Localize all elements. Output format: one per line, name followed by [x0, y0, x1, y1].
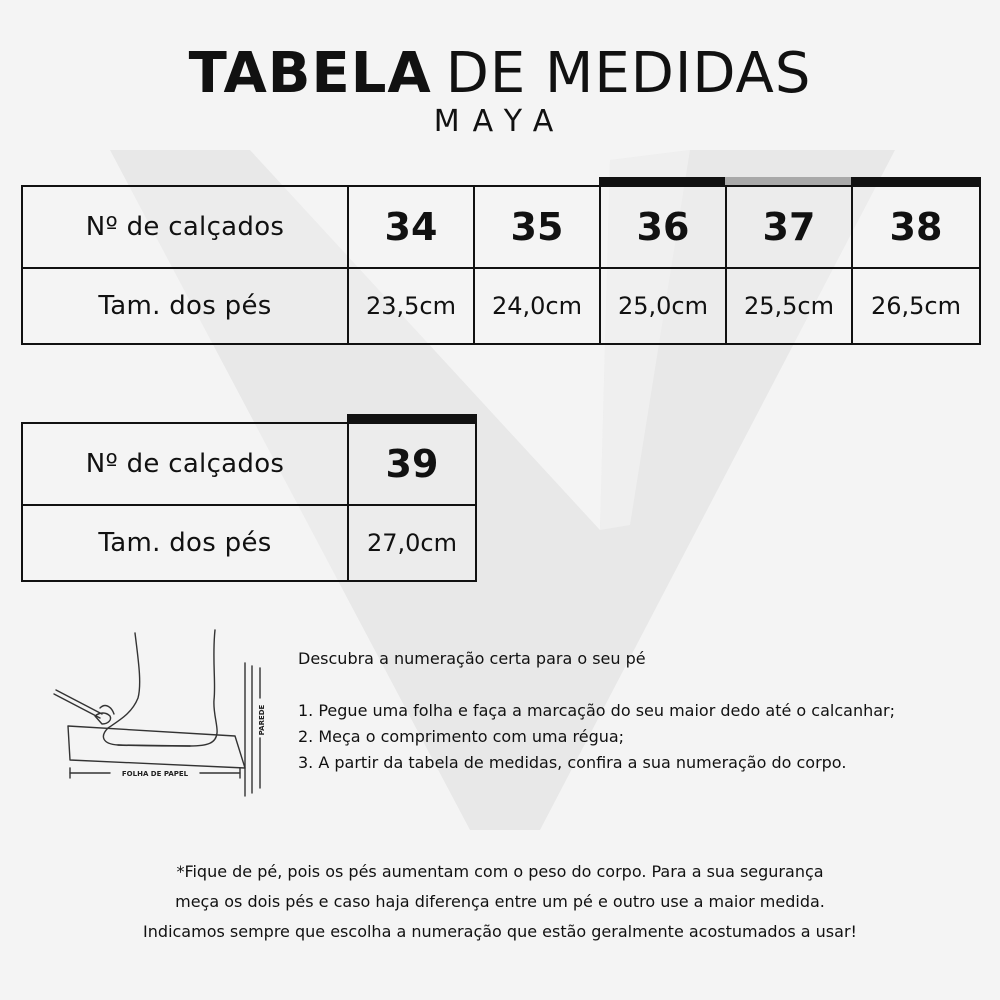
size-cell: 36 — [600, 186, 726, 268]
shoe-size-row-label: Nº de calçados — [22, 186, 348, 268]
title-bold: TABELA — [188, 41, 432, 106]
foot-measure-illustration — [40, 628, 270, 798]
size-cell: 35 — [474, 186, 600, 268]
page-title — [0, 42, 1000, 106]
foot-length-cell: 26,5cm — [852, 268, 980, 344]
instructions-intro: Descubra a numeração certa para o seu pé — [298, 649, 646, 668]
footnote-line: meça os dois pés e caso haja diferença entre um pé e outro use a maior medida. — [175, 892, 825, 911]
size-highlight-bar — [725, 177, 853, 185]
foot-length-cell: 24,0cm — [474, 268, 600, 344]
foot-length-cell: 23,5cm — [348, 268, 474, 344]
instruction-step: 1. Pegue uma folha e faça a marcação do seu maior dedo até o calcanhar; — [298, 701, 895, 720]
foot-length-row-label: Tam. dos pés — [22, 505, 348, 581]
foot-length-row-label: Tam. dos pés — [22, 268, 348, 344]
footnote — [0, 857, 1000, 947]
measurement-instructions — [298, 646, 988, 776]
size-table-2 — [21, 422, 477, 582]
size-cell: 37 — [726, 186, 852, 268]
model-name: MAYA — [433, 104, 567, 139]
footnote-line: Indicamos sempre que escolha a numeração que estão geralmente acostumados a usar! — [143, 922, 857, 941]
size-highlight-bar — [599, 177, 727, 185]
size-cell: 39 — [348, 423, 476, 505]
paper-label: FOLHA DE PAPEL — [121, 770, 189, 778]
shoe-size-row-label: Nº de calçados — [22, 423, 348, 505]
size-cell: 34 — [348, 186, 474, 268]
instruction-step: 2. Meça o comprimento com uma régua; — [298, 727, 625, 746]
foot-length-cell: 25,0cm — [600, 268, 726, 344]
foot-length-cell: 27,0cm — [348, 505, 476, 581]
size-highlight-bar — [347, 414, 477, 422]
size-table-1 — [21, 185, 981, 345]
wall-label: PAREDE — [258, 704, 266, 736]
title-light: DE MEDIDAS — [445, 41, 812, 106]
foot-length-cell: 25,5cm — [726, 268, 852, 344]
instruction-step: 3. A partir da tabela de medidas, confira a sua numeração do corpo. — [298, 753, 847, 772]
size-highlight-bar — [851, 177, 981, 185]
footnote-line: *Fique de pé, pois os pés aumentam com o peso do corpo. Para a sua segurança — [176, 862, 824, 881]
size-cell: 38 — [852, 186, 980, 268]
